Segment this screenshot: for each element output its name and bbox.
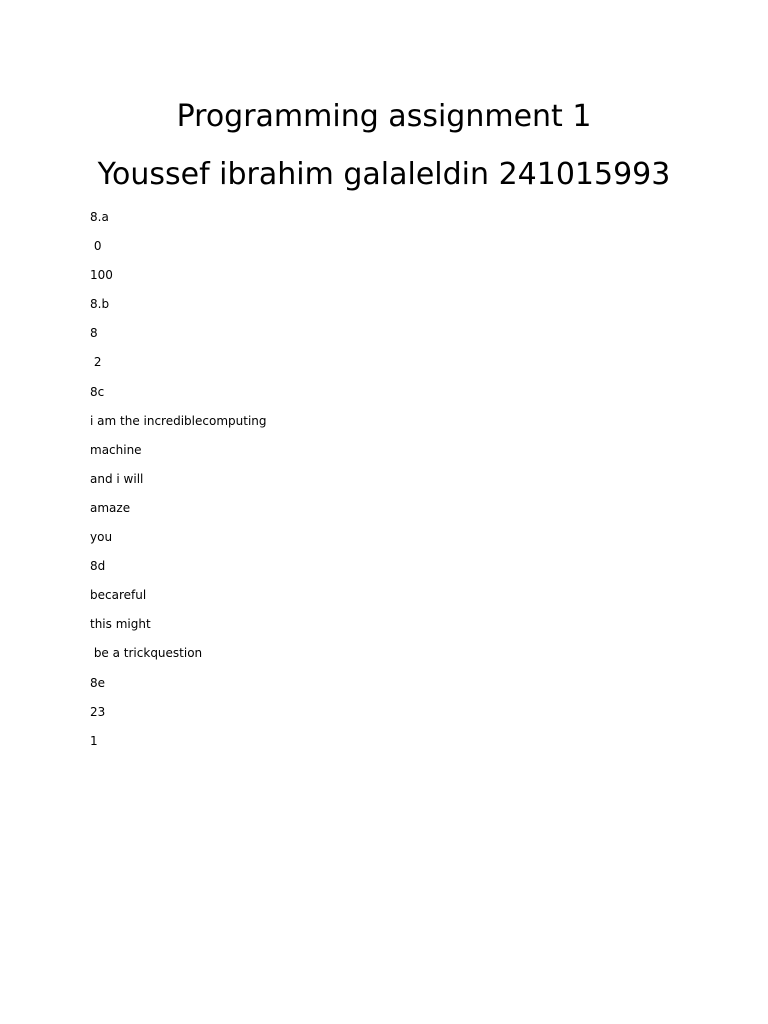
answer-line: machine: [90, 442, 142, 457]
answer-line: 8: [90, 326, 98, 341]
document-title: Programming assignment 1: [176, 99, 592, 134]
answer-line: you: [90, 530, 113, 545]
answer-line: 8d: [90, 559, 106, 574]
answer-line: 0: [90, 239, 102, 254]
author-line: Youssef ibrahim galaleldin 241015993: [97, 157, 671, 192]
answer-line: be a trickquestion: [90, 646, 203, 661]
answer-line: this might: [90, 617, 151, 632]
answer-line: 100: [90, 268, 113, 283]
answer-line: 8e: [90, 675, 106, 690]
answer-line: 8c: [90, 384, 105, 399]
answer-line: 2: [90, 355, 102, 370]
answer-line: becareful: [90, 588, 147, 603]
answer-line: amaze: [90, 500, 131, 515]
answer-line: 1: [90, 733, 98, 748]
answer-line: i am the incrediblecomputing: [90, 413, 267, 428]
answer-lines: [90, 208, 267, 761]
answer-line: 23: [90, 704, 106, 719]
answer-line: 8.b: [90, 297, 110, 312]
answer-line: 8.a: [90, 210, 109, 224]
answer-line: and i will: [90, 471, 144, 486]
